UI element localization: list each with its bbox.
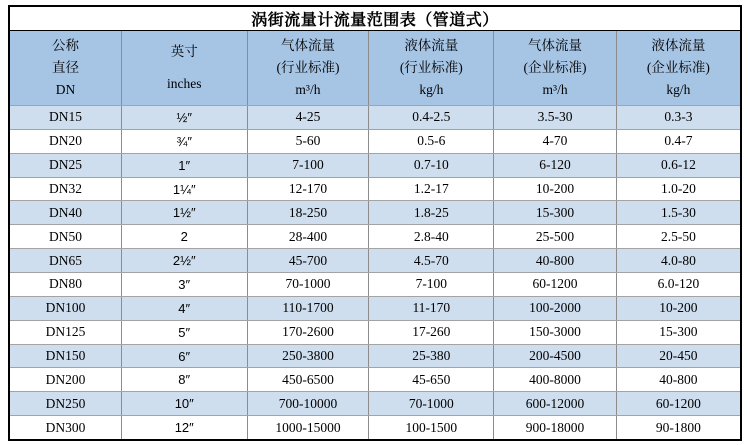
cell-gas-industry: 110-1700 [247,297,369,320]
cell-liquid-industry: 0.5-6 [368,130,493,153]
cell-inches: 2½″ [121,249,247,272]
cell-dn: DN15 [48,109,82,125]
cell-liquid-industry: 11-170 [368,297,493,320]
header-line: m³/h [295,81,321,97]
cell-liquid-industry: 4.5-70 [368,249,493,272]
cell-gas-enterprise: 400-8000 [493,368,616,391]
cell-gas-enterprise: 6-120 [493,154,616,177]
cell-liquid-enterprise: 0.3-3 [616,106,740,129]
header-line: kg/h [419,81,444,97]
cell-gas-enterprise: 40-800 [493,249,616,272]
cell-liquid-industry: 17-260 [368,321,493,344]
header-line: 公称 [51,38,79,54]
cell-gas-industry: 1000-15000 [247,416,369,439]
cell-liquid-industry: 1.8-25 [368,201,493,224]
cell-dn: DN150 [45,348,86,364]
cell-liquid-industry: 7-100 [368,273,493,296]
cell-dn: DN300 [45,419,86,435]
cell-gas-industry: 5-60 [247,130,369,153]
cell-gas-industry: 250-3800 [247,345,369,368]
cell-gas-enterprise: 60-1200 [493,273,616,296]
cell-dn: DN40 [48,204,82,220]
table-row [10,415,740,439]
header-line: 气体流量 [528,38,583,54]
cell-dn: DN25 [48,157,82,173]
table-row [10,344,740,368]
cell-inches: 1½″ [121,201,247,224]
table-row [10,320,740,344]
header-line: inches [166,76,202,92]
cell-inches: ½″ [121,106,247,129]
cell-liquid-enterprise: 0.4-7 [616,130,740,153]
header-line: 英寸 [170,43,198,59]
cell-gas-industry: 18-250 [247,201,369,224]
table-row [10,153,740,177]
cell-inches: 2 [121,225,247,248]
cell-liquid-enterprise: 60-1200 [616,392,740,415]
cell-liquid-enterprise: 1.0-20 [616,178,740,201]
cell-gas-enterprise: 25-500 [493,225,616,248]
cell-liquid-industry: 0.4-2.5 [368,106,493,129]
header-line: (行业标准) [399,60,463,76]
header-line: 气体流量 [280,38,335,54]
cell-dn: DN20 [48,133,82,149]
header-cell-liquid-industry [368,31,493,105]
flow-range-table [8,5,742,441]
cell-liquid-industry: 2.8-40 [368,225,493,248]
cell-gas-enterprise: 900-18000 [493,416,616,439]
cell-dn: DN100 [45,300,86,316]
cell-gas-enterprise: 4-70 [493,130,616,153]
cell-gas-enterprise: 3.5-30 [493,106,616,129]
cell-liquid-industry: 0.7-10 [368,154,493,177]
table-row [10,391,740,415]
header-line: 液体流量 [404,38,459,54]
cell-liquid-enterprise: 0.6-12 [616,154,740,177]
cell-liquid-enterprise: 10-200 [616,297,740,320]
cell-liquid-enterprise: 90-1800 [616,416,740,439]
cell-liquid-enterprise: 1.5-30 [616,201,740,224]
table-row [10,177,740,201]
cell-gas-enterprise: 10-200 [493,178,616,201]
cell-inches: 3″ [121,273,247,296]
header-line: (企业标准) [523,60,587,76]
header-line: (企业标准) [646,60,710,76]
cell-liquid-enterprise: 15-300 [616,321,740,344]
cell-liquid-industry: 25-380 [368,345,493,368]
table-row [10,200,740,224]
header-line: m³/h [542,81,568,97]
header-cell-gas-industry [247,31,369,105]
cell-liquid-enterprise: 40-800 [616,368,740,391]
table-body [10,105,740,439]
cell-gas-industry: 12-170 [247,178,369,201]
cell-gas-industry: 7-100 [247,154,369,177]
header-line: (行业标准) [276,60,340,76]
cell-gas-industry: 700-10000 [247,392,369,415]
table-row [10,296,740,320]
cell-inches: 8″ [121,368,247,391]
header-line: 直径 [51,60,79,76]
header-line: DN [55,81,76,97]
header-cell-nominal-diameter [10,31,121,105]
cell-dn: DN65 [48,252,82,268]
cell-gas-enterprise: 15-300 [493,201,616,224]
cell-inches: 6″ [121,345,247,368]
cell-gas-enterprise: 150-3000 [493,321,616,344]
header-line: 液体流量 [651,38,706,54]
cell-gas-industry: 70-1000 [247,273,369,296]
cell-dn: DN80 [48,276,82,292]
header-cell-gas-enterprise [493,31,616,105]
cell-liquid-enterprise: 2.5-50 [616,225,740,248]
header-cell-liquid-enterprise [616,31,740,105]
table-row [10,367,740,391]
header-line: kg/h [666,81,691,97]
cell-gas-industry: 45-700 [247,249,369,272]
cell-liquid-enterprise: 20-450 [616,345,740,368]
table-row [10,129,740,153]
cell-gas-enterprise: 200-4500 [493,345,616,368]
cell-liquid-enterprise: 4.0-80 [616,249,740,272]
cell-inches: 12″ [121,416,247,439]
table-row [10,248,740,272]
cell-inches: 1″ [121,154,247,177]
cell-liquid-enterprise: 6.0-120 [616,273,740,296]
cell-liquid-industry: 45-650 [368,368,493,391]
cell-gas-industry: 450-6500 [247,368,369,391]
cell-gas-industry: 170-2600 [247,321,369,344]
cell-inches: 10″ [121,392,247,415]
cell-dn: DN32 [48,181,82,196]
header-cell-inches [121,31,247,105]
cell-gas-enterprise: 100-2000 [493,297,616,320]
cell-inches: 5″ [121,321,247,344]
cell-inches: ¾″ [121,130,247,153]
table-row [10,272,740,296]
cell-gas-industry: 4-25 [247,106,369,129]
cell-liquid-industry: 100-1500 [368,416,493,439]
cell-dn: DN125 [45,324,86,340]
cell-gas-enterprise: 600-12000 [493,392,616,415]
cell-dn: DN50 [48,228,82,244]
table-row [10,105,740,129]
cell-liquid-industry: 1.2-17 [368,178,493,201]
cell-dn: DN250 [45,395,86,411]
cell-gas-industry: 28-400 [247,225,369,248]
cell-inches: 1¼″ [121,178,247,201]
header-row [10,31,740,105]
table-title: 涡街流量计流量范围表（管道式） [10,7,740,31]
cell-liquid-industry: 70-1000 [368,392,493,415]
cell-dn: DN200 [45,371,86,387]
cell-inches: 4″ [121,297,247,320]
table-row [10,224,740,248]
